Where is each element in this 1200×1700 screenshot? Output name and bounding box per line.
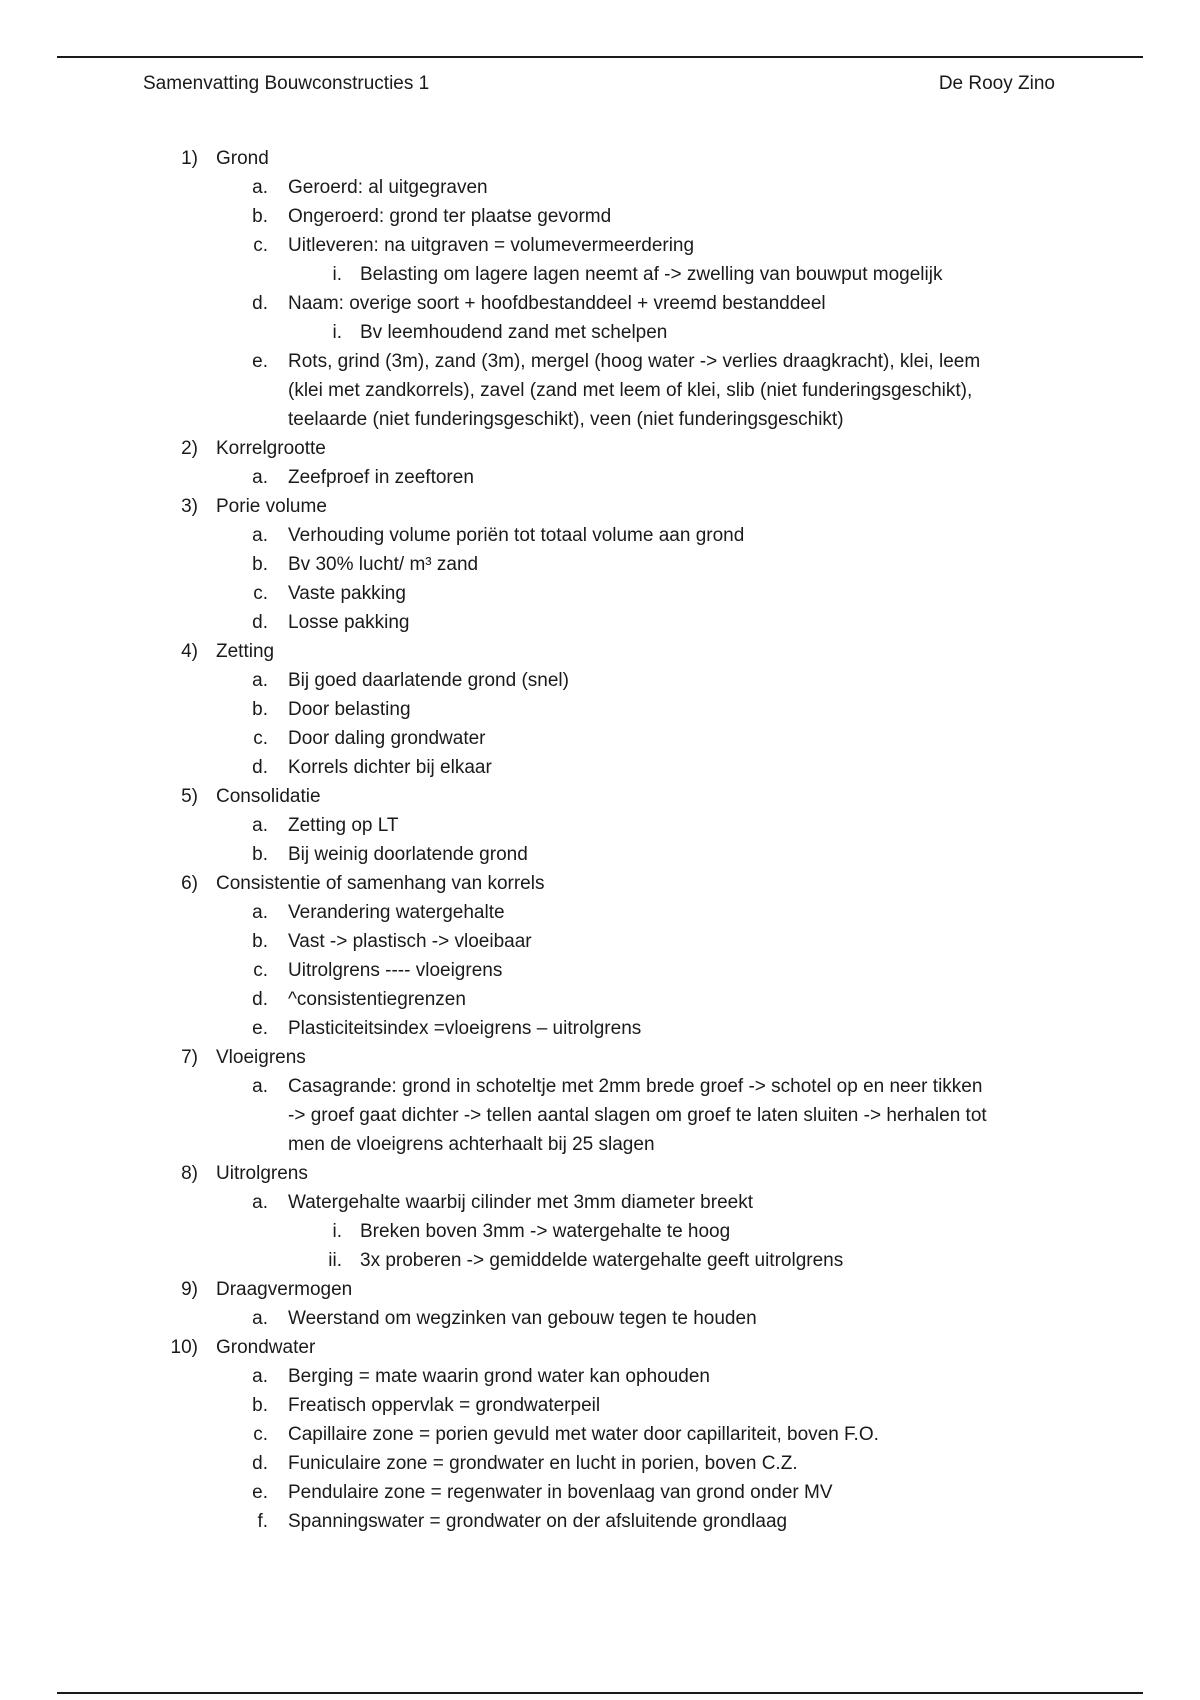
list-text: Uitrolgrens ---- vloeigrens <box>288 960 503 981</box>
list-text: Door daling grondwater <box>288 728 486 749</box>
list-marker: d. <box>252 293 268 314</box>
list-item <box>0 811 1200 840</box>
list-marker: 9) <box>181 1279 198 1300</box>
list-marker: b. <box>252 699 268 720</box>
list-text: Vaste pakking <box>288 583 406 604</box>
list-item <box>0 492 1200 521</box>
list-item <box>0 1246 1200 1275</box>
list-text: Consolidatie <box>216 786 321 807</box>
list-item <box>0 956 1200 985</box>
list-item <box>0 1275 1200 1304</box>
list-marker: d. <box>252 989 268 1010</box>
list-text: Rots, grind (3m), zand (3m), mergel (hoog water -> verlies draagkracht), klei, leem (klei met zandkorrels), zavel (zand met leem of klei, slib (niet funderingsgeschikt), teelaarde (niet funderingsgeschikt), veen (niet funderingsgeschikt) <box>288 351 981 430</box>
list-text: Korrels dichter bij elkaar <box>288 757 492 778</box>
list-marker: b. <box>252 844 268 865</box>
list-marker: 4) <box>181 641 198 662</box>
list-text: Belasting om lagere lagen neemt af -> zwelling van bouwput mogelijk <box>360 264 943 285</box>
document-title: Samenvatting Bouwconstructies 1 <box>143 73 430 94</box>
list-marker: a. <box>252 1076 268 1097</box>
list-marker: c. <box>253 1424 268 1445</box>
list-marker: 10) <box>170 1337 198 1358</box>
list-item <box>0 985 1200 1014</box>
list-item <box>0 840 1200 869</box>
list-marker: e. <box>252 1482 268 1503</box>
list-item <box>0 144 1200 173</box>
list-marker: a. <box>252 177 268 198</box>
list-text: Bv leemhoudend zand met schelpen <box>360 322 668 343</box>
author-name: De Rooy Zino <box>938 73 1055 94</box>
list-text: Zeefproef in zeeftoren <box>288 467 474 488</box>
list-text: Vloeigrens <box>216 1047 306 1068</box>
list-item <box>0 1217 1200 1246</box>
footer-rule <box>57 1692 1143 1694</box>
list-text: Breken boven 3mm -> watergehalte te hoog <box>360 1221 731 1242</box>
list-marker: e. <box>252 1018 268 1039</box>
list-item <box>0 1478 1200 1507</box>
list-marker: 6) <box>181 873 198 894</box>
list-text: Door belasting <box>288 699 411 720</box>
list-marker: e. <box>252 351 268 372</box>
list-marker: 7) <box>181 1047 198 1068</box>
header-rule <box>57 56 1143 58</box>
list-item <box>0 521 1200 550</box>
list-marker: a. <box>252 1366 268 1387</box>
list-text: Zetting op LT <box>288 815 399 836</box>
list-marker: f. <box>257 1511 268 1532</box>
list-text: Bij weinig doorlatende grond <box>288 844 528 865</box>
list-text: Funiculaire zone = grondwater en lucht in porien, boven C.Z. <box>288 1453 798 1474</box>
list-marker: c. <box>253 728 268 749</box>
list-item <box>0 202 1200 231</box>
list-marker: 1) <box>181 148 198 169</box>
list-text: Porie volume <box>216 496 327 517</box>
list-text: Consistentie of samenhang van korrels <box>216 873 545 894</box>
list-item <box>0 637 1200 666</box>
list-item <box>0 869 1200 898</box>
list-text: Uitleveren: na uitgraven = volumevermeerdering <box>288 235 695 256</box>
list-text: Berging = mate waarin grond water kan ophouden <box>288 1366 710 1387</box>
list-marker: 5) <box>181 786 198 807</box>
list-text: Watergehalte waarbij cilinder met 3mm diameter breekt <box>288 1192 753 1213</box>
list-text: Ongeroerd: grond ter plaatse gevormd <box>288 206 612 227</box>
list-text: Verhouding volume poriën tot totaal volume aan grond <box>288 525 745 546</box>
list-marker: 8) <box>181 1163 198 1184</box>
list-text: Casagrande: grond in schoteltje met 2mm brede groef -> schotel op en neer tikken -> groef gaat dichter -> tellen aantal slagen om groef te laten sluiten -> herhalen tot men de vloeigrens achterhaalt bij 25 slagen <box>288 1076 987 1155</box>
list-item <box>0 666 1200 695</box>
list-text: Vast -> plastisch -> vloeibaar <box>288 931 532 952</box>
list-text: Grondwater <box>216 1337 316 1358</box>
list-marker: a. <box>252 670 268 691</box>
list-text: Zetting <box>216 641 275 662</box>
list-marker: i. <box>332 322 342 343</box>
list-item <box>0 1507 1200 1536</box>
list-text: Bv 30% lucht/ m³ zand <box>288 554 479 575</box>
list-marker: a. <box>252 1308 268 1329</box>
list-marker: a. <box>252 902 268 923</box>
list-marker: 3) <box>181 496 198 517</box>
list-marker: b. <box>252 931 268 952</box>
list-text: Spanningswater = grondwater on der afsluitende grondlaag <box>288 1511 788 1532</box>
list-text: 3x proberen -> gemiddelde watergehalte geeft uitrolgrens <box>360 1250 844 1271</box>
list-text: Grond <box>216 148 269 169</box>
list-marker: b. <box>252 554 268 575</box>
list-marker: a. <box>252 1192 268 1213</box>
list-item <box>0 173 1200 202</box>
list-item <box>0 289 1200 318</box>
list-item <box>0 579 1200 608</box>
list-text: Capillaire zone = porien gevuld met water door capillariteit, boven F.O. <box>288 1424 879 1445</box>
list-item <box>0 260 1200 289</box>
list-marker: b. <box>252 1395 268 1416</box>
list-item <box>0 1072 1200 1159</box>
list-item <box>0 1043 1200 1072</box>
outline-list <box>0 144 1200 1536</box>
list-item <box>0 608 1200 637</box>
list-item <box>0 1449 1200 1478</box>
list-text: Freatisch oppervlak = grondwaterpeil <box>288 1395 601 1416</box>
list-marker: c. <box>253 235 268 256</box>
list-item <box>0 231 1200 260</box>
list-text: Draagvermogen <box>216 1279 353 1300</box>
list-text: Losse pakking <box>288 612 410 633</box>
list-marker: 2) <box>181 438 198 459</box>
list-text: ^consistentiegrenzen <box>288 989 466 1010</box>
list-item <box>0 927 1200 956</box>
list-text: Naam: overige soort + hoofdbestanddeel + vreemd bestanddeel <box>288 293 826 314</box>
list-text: Geroerd: al uitgegraven <box>288 177 488 198</box>
list-marker: ii. <box>328 1250 342 1271</box>
list-item <box>0 695 1200 724</box>
list-item <box>0 1014 1200 1043</box>
list-item <box>0 1391 1200 1420</box>
list-item <box>0 318 1200 347</box>
list-marker: c. <box>253 583 268 604</box>
list-item <box>0 550 1200 579</box>
list-item <box>0 1362 1200 1391</box>
list-item <box>0 753 1200 782</box>
list-marker: a. <box>252 467 268 488</box>
list-item <box>0 782 1200 811</box>
list-marker: b. <box>252 206 268 227</box>
list-item <box>0 1159 1200 1188</box>
list-text: Weerstand om wegzinken van gebouw tegen te houden <box>288 1308 757 1329</box>
list-text: Korrelgrootte <box>216 438 326 459</box>
list-item <box>0 724 1200 753</box>
list-item <box>0 434 1200 463</box>
list-marker: d. <box>252 757 268 778</box>
list-text: Verandering watergehalte <box>288 902 505 923</box>
list-item <box>0 463 1200 492</box>
list-marker: a. <box>252 815 268 836</box>
list-text: Bij goed daarlatende grond (snel) <box>288 670 569 691</box>
list-marker: i. <box>332 1221 342 1242</box>
list-marker: i. <box>332 264 342 285</box>
list-text: Pendulaire zone = regenwater in bovenlaag van grond onder MV <box>288 1482 833 1503</box>
list-item <box>0 1333 1200 1362</box>
page-header <box>143 72 1055 96</box>
list-marker: d. <box>252 1453 268 1474</box>
list-item <box>0 1188 1200 1217</box>
list-marker: c. <box>253 960 268 981</box>
list-item <box>0 1420 1200 1449</box>
list-text: Plasticiteitsindex =vloeigrens – uitrolgrens <box>288 1018 642 1039</box>
list-text: Uitrolgrens <box>216 1163 308 1184</box>
list-item <box>0 1304 1200 1333</box>
list-marker: a. <box>252 525 268 546</box>
list-marker: d. <box>252 612 268 633</box>
list-item <box>0 898 1200 927</box>
list-item <box>0 347 1200 434</box>
